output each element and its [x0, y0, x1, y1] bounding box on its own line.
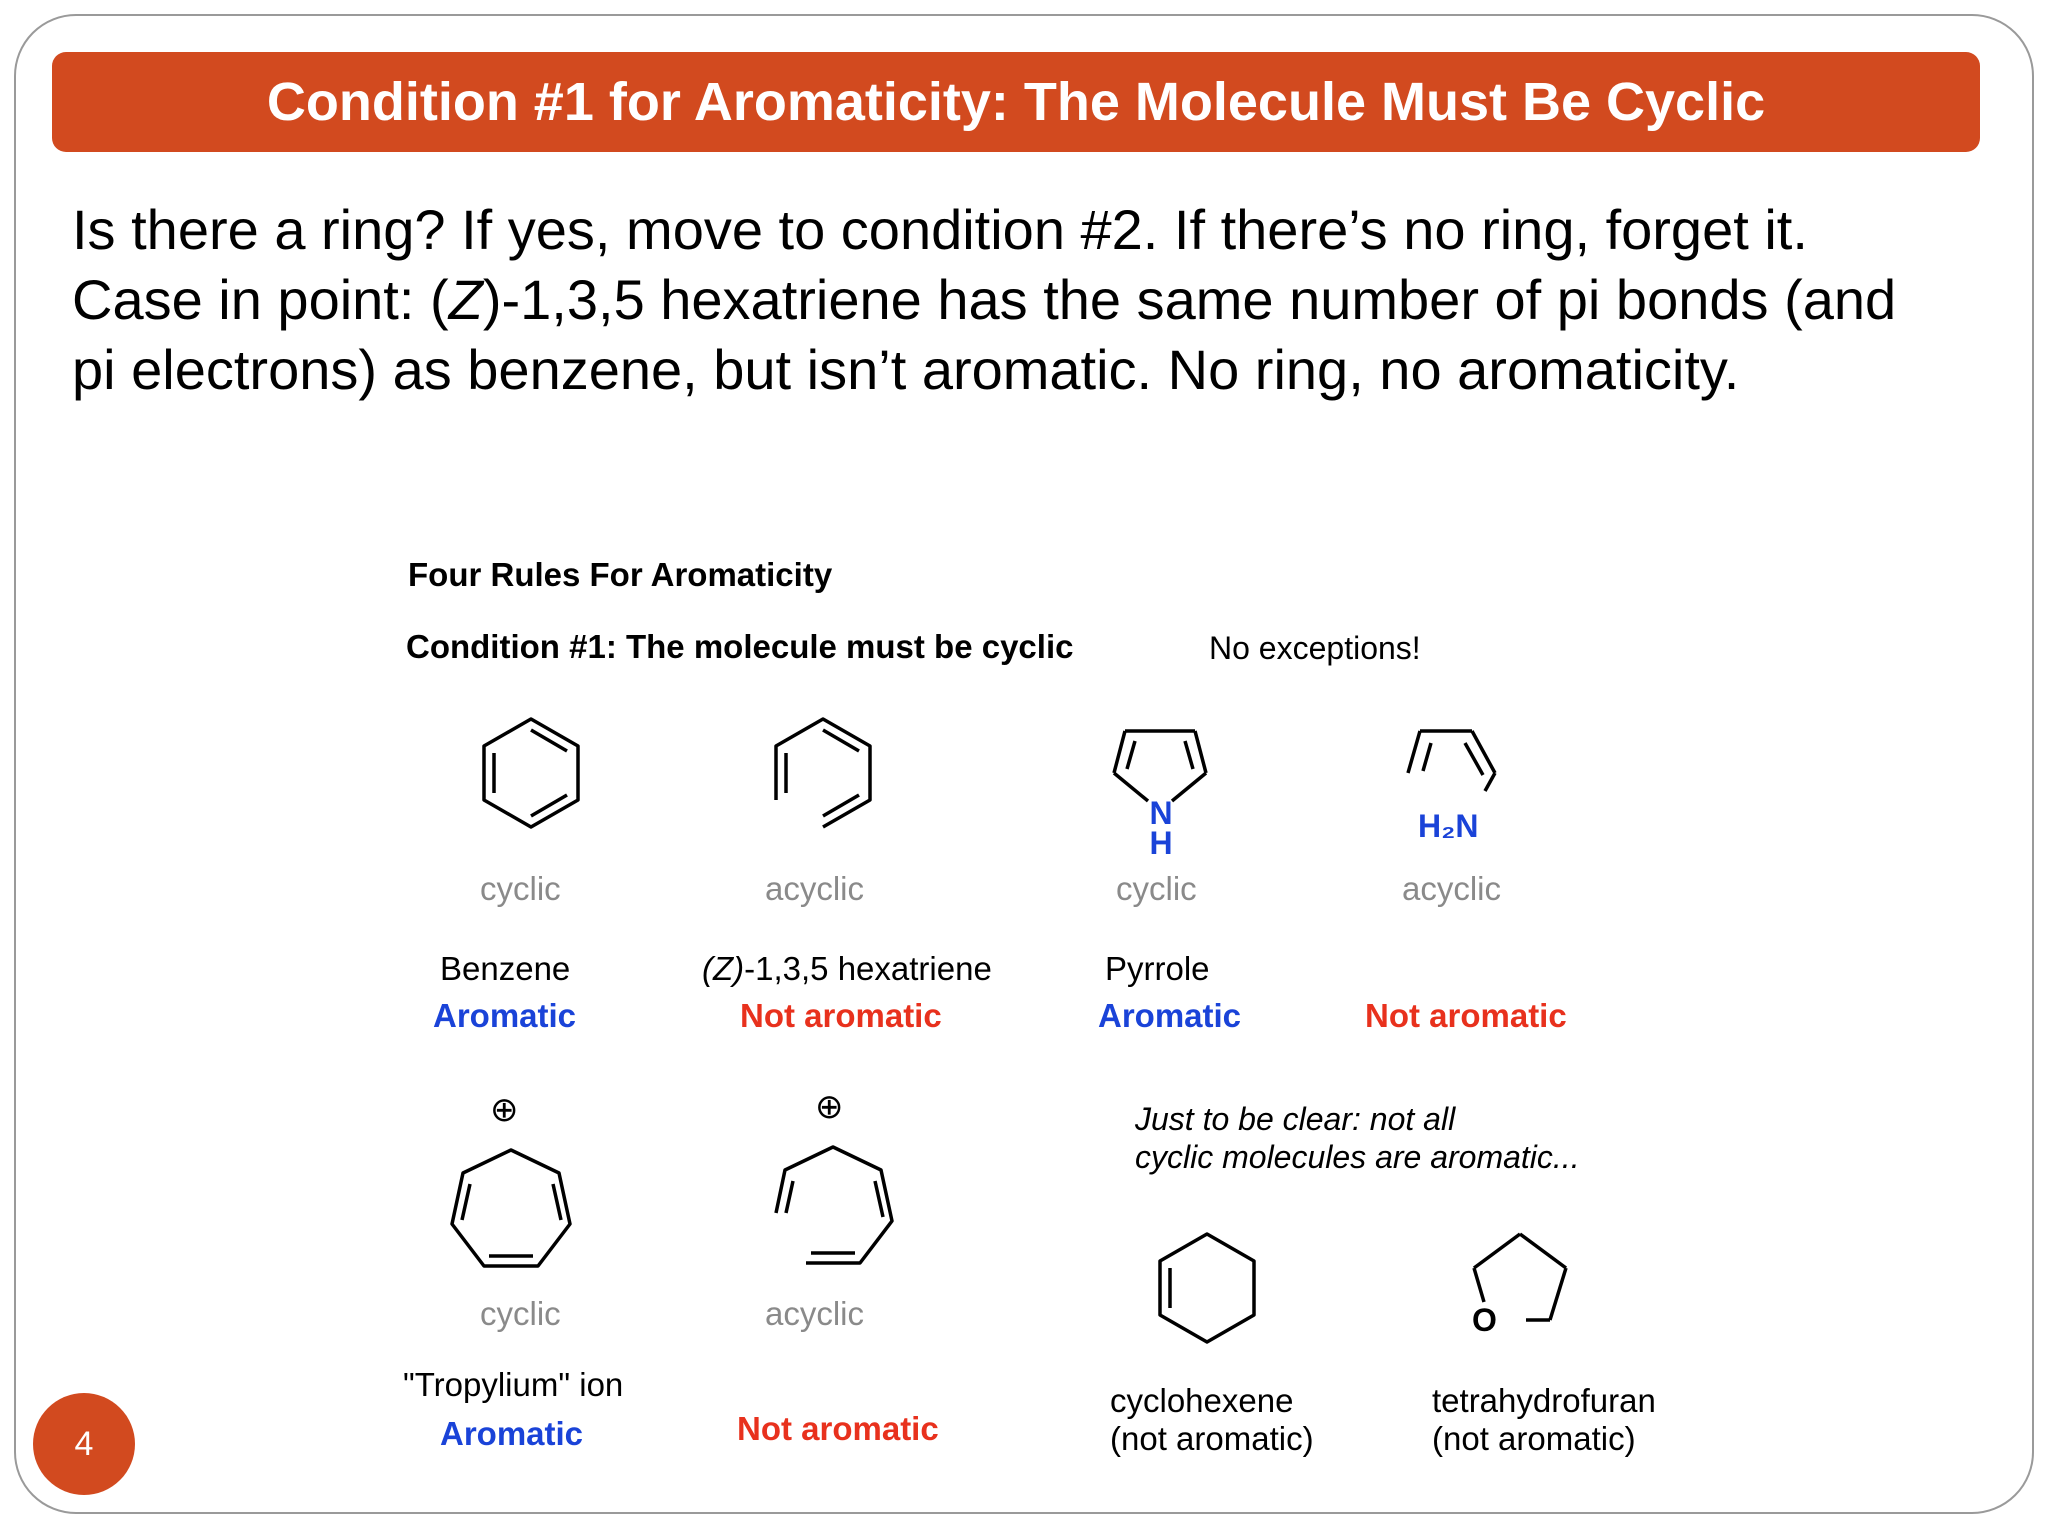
acyclic-amine-structure	[1405, 725, 1505, 809]
hexatriene-structure	[770, 715, 876, 831]
acyclic-amine-verdict: Not aromatic	[1365, 997, 1567, 1034]
aromaticity-figure	[370, 530, 1730, 1490]
benzene-structure	[478, 715, 584, 831]
benzene-structure-label: cyclic	[480, 870, 561, 907]
pyrrole-structure-label: cyclic	[1116, 870, 1197, 907]
acyclic-amine-h2n: H₂N	[1418, 808, 1479, 844]
acyclic-cation-charge: ⊕	[815, 1088, 844, 1126]
acyclic-cation-verdict: Not aromatic	[737, 1410, 939, 1447]
figure-title: Four Rules For Aromaticity	[408, 556, 833, 593]
hexatriene-name-italic: (Z)	[702, 950, 745, 987]
benzene-name: Benzene	[440, 950, 571, 987]
figure-note: No exceptions!	[1209, 630, 1421, 666]
hexatriene-structure-label: acyclic	[765, 870, 865, 907]
acyclic-cation-structure-label: acyclic	[765, 1295, 865, 1332]
tetrahydrofuran-oxygen: O	[1472, 1302, 1497, 1338]
intro-text	[72, 195, 1972, 405]
hexatriene-name-rest: -1,3,5 hexatriene	[744, 950, 992, 987]
pyrrole-name: Pyrrole	[1105, 950, 1210, 987]
tropylium-name: "Tropylium" ion	[403, 1366, 624, 1403]
pyrrole-n: N	[1149, 795, 1173, 831]
hexatriene-verdict: Not aromatic	[740, 997, 942, 1034]
page-number: 4	[33, 1393, 135, 1495]
intro-line-1: Is there a ring? If yes, move to condition #2. If there’s no ring, forget it.	[72, 198, 1808, 261]
pyrrole-nh-label	[1146, 795, 1176, 861]
tetrahydrofuran-status: (not aromatic)	[1432, 1420, 1636, 1457]
intro-line-2-pre: Case in point: (	[72, 268, 449, 331]
hexatriene-name	[702, 950, 992, 988]
tetrahydrofuran-name: tetrahydrofuran	[1432, 1382, 1656, 1419]
acyclic-cation-structure	[768, 1143, 898, 1273]
clear-note-line-1: Just to be clear: not all	[1135, 1101, 1456, 1137]
tropylium-structure-label: cyclic	[480, 1295, 561, 1332]
acyclic-amine-structure-label: acyclic	[1402, 870, 1502, 907]
tetrahydrofuran-label	[1432, 1382, 1656, 1458]
cyclohexene-label	[1110, 1382, 1314, 1458]
cyclohexene-name: cyclohexene	[1110, 1382, 1294, 1419]
pyrrole-verdict: Aromatic	[1098, 997, 1242, 1034]
cyclohexene-status: (not aromatic)	[1110, 1420, 1314, 1457]
clear-note-line-2: cyclic molecules are aromatic...	[1135, 1139, 1580, 1175]
intro-line-2-italic: Z	[448, 268, 483, 331]
tropylium-verdict: Aromatic	[440, 1415, 584, 1452]
pyrrole-h: H	[1149, 825, 1173, 861]
intro-line-2	[72, 265, 1972, 335]
benzene-verdict: Aromatic	[433, 997, 577, 1034]
cyclohexene-structure	[1154, 1230, 1260, 1346]
tropylium-charge: ⊕	[490, 1091, 519, 1129]
slide-title: Condition #1 for Aromaticity: The Molecule Must Be Cyclic	[52, 52, 1980, 152]
figure-subtitle: Condition #1: The molecule must be cyclic	[406, 628, 1074, 665]
intro-line-3: pi electrons) as benzene, but isn’t aromatic. No ring, no aromaticity.	[72, 338, 1740, 401]
tropylium-structure	[446, 1146, 576, 1276]
clear-note	[1135, 1100, 1580, 1176]
intro-line-2-post: )-1,3,5 hexatriene has the same number of pi bonds (and	[482, 268, 1897, 331]
